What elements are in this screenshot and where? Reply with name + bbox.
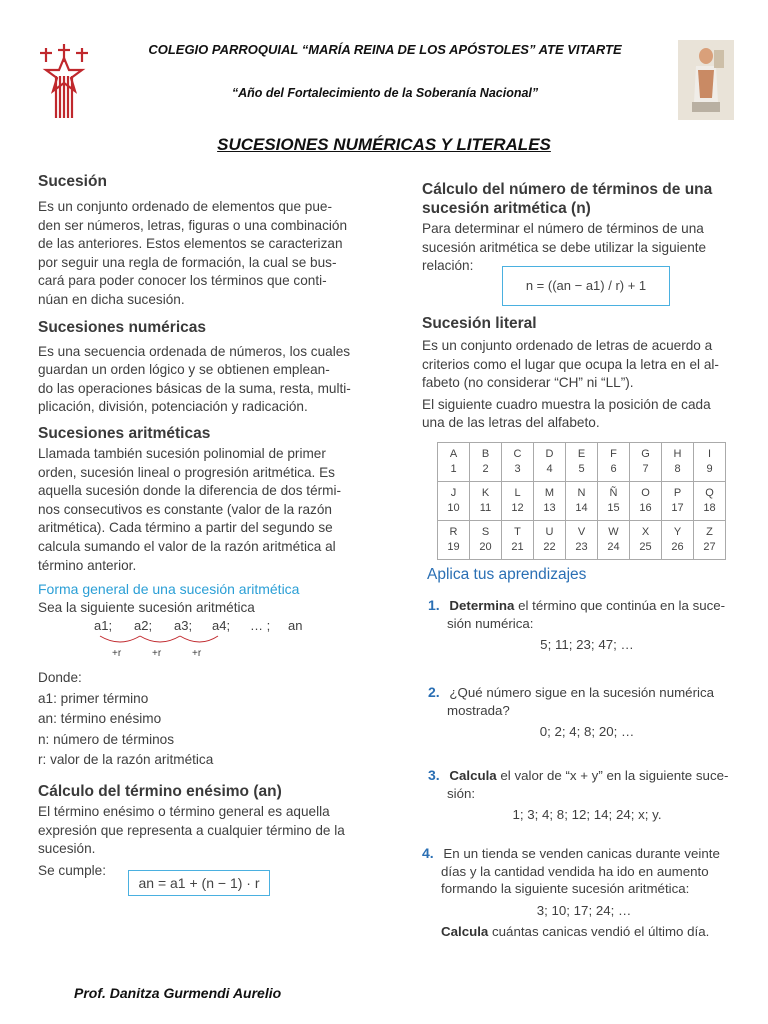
- alphabet-cell: [662, 521, 694, 560]
- year-motto: “Año del Fortalecimiento de la Soberanía Nacional”: [231, 86, 539, 100]
- aplica-heading: Aplica tus aprendizajes: [427, 566, 587, 583]
- letter-position: 23: [575, 541, 588, 553]
- text-line: núan en dicha sucesión.: [38, 291, 185, 307]
- alphabet-cell: [694, 443, 726, 482]
- alphabet-cell: [630, 521, 662, 560]
- definition: an: término enésimo: [38, 711, 162, 726]
- letter-position: 9: [706, 463, 713, 475]
- alphabet-cell: [598, 482, 630, 521]
- letter: E: [577, 448, 586, 460]
- question-4: [422, 845, 746, 941]
- alphabet-cell: [694, 482, 726, 521]
- question-text: el término que continúa en la suce-: [518, 598, 726, 613]
- letter-position: 16: [639, 502, 652, 514]
- text-line: Es una secuencia ordenada de números, los cuales: [38, 343, 351, 359]
- letter: Y: [673, 526, 682, 538]
- donde-label: Donde:: [38, 670, 82, 685]
- question-number: 4.: [422, 845, 434, 861]
- term: a4;: [212, 618, 231, 633]
- letter-position: 4: [546, 463, 553, 475]
- letter: W: [608, 526, 619, 538]
- letter-position: 17: [671, 502, 684, 514]
- question-text: cuántas canicas vendió el último día.: [492, 924, 710, 939]
- alphabet-cell: [438, 482, 470, 521]
- saint-image: [678, 40, 734, 120]
- alphabet-row: [438, 521, 726, 560]
- letter-position: 24: [607, 541, 620, 553]
- question-verb: Calcula: [449, 768, 497, 783]
- letter-position: 7: [642, 463, 649, 475]
- alphabet-cell: [566, 443, 598, 482]
- text-line: do las operaciones básicas de la suma, resta, multi-: [38, 380, 351, 396]
- text-line: criterios como el lugar que ocupa la letra en el al-: [422, 356, 719, 372]
- term: an: [288, 618, 303, 633]
- letter: K: [481, 487, 490, 499]
- forma-general-heading: Forma general de una sucesión aritmética: [38, 581, 300, 598]
- aritmeticas-paragraph: [38, 445, 368, 575]
- letter-position: 27: [703, 541, 716, 553]
- text-line: nos consecutivos es constante (valor de la razón: [38, 501, 332, 517]
- letter-position: 25: [639, 541, 652, 553]
- formula-an-box: an = a1 + (n − 1) · r: [128, 870, 270, 896]
- letter: G: [641, 448, 650, 460]
- text-line: Es un conjunto ordenado de letras de acuerdo a: [422, 338, 713, 353]
- text-line: aquella sucesión donde la diferencia de dos térmi-: [38, 483, 342, 499]
- letter-position: 21: [511, 541, 524, 553]
- letter: Z: [706, 526, 713, 538]
- text-line: Para determinar el número de términos de una: [422, 221, 704, 236]
- question-verb: Determina: [449, 598, 515, 613]
- question-verb: Calcula: [441, 924, 489, 939]
- alphabet-cell: [598, 521, 630, 560]
- question-number: 2.: [428, 684, 440, 700]
- letter: T: [514, 526, 521, 538]
- literal-heading: Sucesión literal: [422, 315, 537, 332]
- numericas-heading: Sucesiones numéricas: [38, 318, 206, 336]
- alphabet-table: [437, 442, 726, 560]
- text-line: plicación, división, potenciación y radicación.: [38, 399, 308, 415]
- text-line: expresión que representa a cualquier término de la: [38, 822, 345, 838]
- question-text: formando la siguiente sucesión aritmética:: [441, 881, 690, 896]
- calculo-heading-1: Cálculo del número de términos de una: [422, 181, 713, 198]
- letter-position: 6: [610, 463, 617, 475]
- text-line: El término enésimo o término general es aquella: [38, 804, 330, 819]
- question-1: [428, 597, 746, 654]
- letter-position: 26: [671, 541, 684, 553]
- letter-position: 15: [607, 502, 620, 514]
- letter: O: [641, 487, 650, 499]
- question-text: mostrada?: [447, 702, 510, 718]
- school-logo: [34, 40, 94, 120]
- alphabet-cell: [598, 443, 630, 482]
- letter: F: [610, 448, 617, 460]
- alphabet-cell: [502, 443, 534, 482]
- calculo-heading-2: sucesión aritmética (n): [422, 200, 591, 217]
- term: a2;: [134, 618, 153, 633]
- alphabet-cell: [470, 443, 502, 482]
- letter-position: 22: [543, 541, 556, 553]
- text-line: orden, sucesión lineal o progresión aritmética. Es: [38, 464, 335, 480]
- sequence-diagram: [90, 618, 350, 662]
- letter: J: [450, 487, 457, 499]
- letter: Ñ: [609, 487, 618, 499]
- letter: L: [514, 487, 521, 499]
- alphabet-cell: [630, 482, 662, 521]
- numericas-paragraph: [38, 343, 368, 417]
- letter: C: [513, 448, 522, 460]
- alphabet-cell: [502, 482, 534, 521]
- term: a3;: [174, 618, 193, 633]
- text-line: cará para poder conocer los términos que conti-: [38, 273, 327, 289]
- alphabet-cell: [694, 521, 726, 560]
- sucesion-heading: Sucesión: [38, 173, 107, 190]
- alphabet-cell: [470, 482, 502, 521]
- text-line: sucesión aritmética se debe utilizar la siguiente: [422, 239, 707, 255]
- alphabet-cell: [502, 521, 534, 560]
- letter: N: [577, 487, 586, 499]
- term: a1;: [94, 618, 113, 633]
- term: … ;: [250, 618, 271, 633]
- question-text: días y la cantidad vendida ha ido en aumento: [441, 863, 709, 879]
- letter-position: 19: [447, 541, 460, 553]
- letter: D: [545, 448, 554, 460]
- plus-r: +r: [192, 648, 202, 659]
- teacher-name: Prof. Danitza Gurmendi Aurelio: [74, 985, 282, 1001]
- alphabet-row: [438, 482, 726, 521]
- letter: V: [577, 526, 586, 538]
- text-line: sucesión.: [38, 841, 96, 857]
- letter: H: [673, 448, 682, 460]
- letter: R: [449, 526, 458, 538]
- letter: I: [707, 448, 712, 460]
- plus-r: +r: [112, 648, 122, 659]
- enesimo-paragraph: [38, 803, 368, 880]
- text-line: una de las letras del alfabeto.: [422, 415, 600, 431]
- text-line: término anterior.: [38, 557, 137, 573]
- page-title: SUCESIONES NUMÉRICAS Y LITERALES: [217, 135, 551, 154]
- text-line: por seguir una regla de formación, la cual se bus-: [38, 254, 337, 270]
- question-text: sión numérica:: [447, 615, 534, 631]
- text-line: Llamada también sucesión polinomial de primer: [38, 445, 326, 461]
- alphabet-cell: [630, 443, 662, 482]
- enesimo-heading: Cálculo del término enésimo (an): [38, 783, 282, 800]
- text-line: den ser números, letras, figuras o una combinación: [38, 217, 348, 233]
- letter: S: [481, 526, 490, 538]
- letter-position: 2: [482, 463, 489, 475]
- sucesion-paragraph: [38, 198, 368, 310]
- question-sequence: 5; 11; 23; 47; …: [540, 637, 634, 652]
- text-line: calcula sumando el valor de la razón aritmética al: [38, 538, 336, 554]
- question-text: ¿Qué número sigue en la sucesión numérica: [449, 685, 714, 700]
- question-sequence: 1; 3; 4; 8; 12; 14; 24; x; y.: [512, 807, 662, 822]
- definition: r: valor de la razón aritmética: [38, 752, 214, 767]
- alphabet-cell: [534, 521, 566, 560]
- aritmeticas-heading: Sucesiones aritméticas: [38, 424, 211, 442]
- plus-r: +r: [152, 648, 162, 659]
- question-number: 1.: [428, 597, 440, 613]
- definition: a1: primer término: [38, 690, 149, 706]
- right-column: [422, 180, 746, 276]
- literal-block: [422, 314, 746, 433]
- alphabet-cell: [438, 521, 470, 560]
- text-line: guardan un orden lógico y se obtienen emplean-: [38, 362, 330, 378]
- question-3: [428, 767, 746, 824]
- letter-position: 14: [575, 502, 588, 514]
- alphabet-row: [438, 443, 726, 482]
- alphabet-cell: [662, 443, 694, 482]
- letter-position: 1: [450, 463, 457, 475]
- alphabet-cell: [534, 443, 566, 482]
- letter: M: [544, 487, 555, 499]
- letter-position: 5: [578, 463, 585, 475]
- question-text: En un tienda se venden canicas durante veinte: [443, 846, 720, 861]
- text-line: aritmética). Cada término a partir del segundo se: [38, 520, 333, 536]
- text-line: El siguiente cuadro muestra la posición de cada: [422, 396, 711, 412]
- letter: B: [481, 448, 490, 460]
- donde-block: [38, 668, 358, 771]
- letter: P: [673, 487, 682, 499]
- alphabet-cell: [438, 443, 470, 482]
- letter-position: 11: [479, 502, 492, 514]
- question-number: 3.: [428, 767, 440, 783]
- letter: A: [449, 448, 458, 460]
- letter-position: 10: [447, 502, 460, 514]
- school-name: COLEGIO PARROQUIAL “MARÍA REINA DE LOS APÓSTOLES” ATE VITARTE: [148, 42, 622, 57]
- text-line: relación:: [422, 258, 474, 274]
- letter-position: 20: [479, 541, 492, 553]
- letter-position: 12: [511, 502, 524, 514]
- question-2: [428, 684, 746, 741]
- question-text: sión:: [447, 785, 476, 801]
- letter-position: 13: [543, 502, 556, 514]
- literal-paragraph: [422, 337, 746, 433]
- alphabet-cell: [566, 482, 598, 521]
- question-sequence: 0; 2; 4; 8; 20; …: [539, 724, 635, 739]
- text-line: de las anteriores. Estos elementos se caracterizan: [38, 236, 343, 252]
- letter: X: [641, 526, 650, 538]
- se-cumple: Se cumple:: [38, 862, 107, 878]
- text-line: Es un conjunto ordenado de elementos que pue-: [38, 199, 332, 214]
- formula-n-box: n = ((an − a1) / r) + 1: [502, 266, 670, 306]
- question-text: el valor de “x + y” en la siguiente suce-: [500, 768, 729, 783]
- letter-position: 8: [674, 463, 681, 475]
- left-column: [38, 172, 368, 618]
- letter-position: 18: [703, 502, 716, 514]
- letter: Q: [705, 487, 714, 499]
- alphabet-cell: [534, 482, 566, 521]
- letter: U: [545, 526, 554, 538]
- text-line: fabeto (no considerar “CH” ni “LL”).: [422, 375, 634, 391]
- alphabet-cell: [662, 482, 694, 521]
- arrows: [90, 634, 240, 648]
- letter-position: 3: [514, 463, 521, 475]
- alphabet-cell: [470, 521, 502, 560]
- question-sequence: 3; 10; 17; 24; …: [536, 902, 632, 918]
- alphabet-cell: [566, 521, 598, 560]
- sea-text: Sea la siguiente sucesión aritmética: [38, 600, 255, 616]
- definition: n: número de términos: [38, 731, 175, 747]
